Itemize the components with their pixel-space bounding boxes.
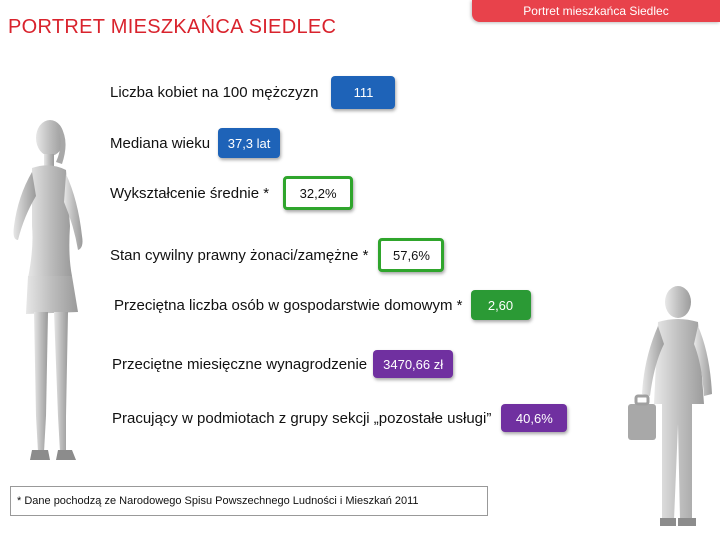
woman-silhouette-icon [4, 116, 108, 472]
stat-label: Wykształcenie średnie * [110, 184, 270, 202]
stat-row-married [110, 238, 444, 272]
footnote [10, 486, 488, 516]
page-title: PORTRET MIESZKAŃCA SIEDLEC [8, 16, 337, 38]
stat-label: Mediana wieku [110, 134, 211, 152]
corner-title: Portret mieszkańca Siedlec [523, 4, 669, 18]
stat-value-badge: 111 [331, 76, 395, 109]
stat-row-household-size [114, 290, 531, 320]
businessman-silhouette-icon [622, 284, 718, 530]
stat-value-badge: 2,60 [471, 290, 531, 320]
stat-label: Przeciętna liczba osób w gospodarstwie domowym * [114, 296, 463, 314]
stat-row-women-per-100-men [110, 76, 395, 109]
stat-value-badge: 40,6% [501, 404, 567, 432]
stat-row-average-salary [112, 350, 453, 378]
stat-label: Liczba kobiet na 100 mężczyzn [110, 84, 319, 101]
stat-value-badge: 32,2% [283, 176, 353, 210]
corner-title-tab [472, 0, 720, 22]
footnote-text: * Dane pochodzą ze Narodowego Spisu Powszechnego Ludności i Mieszkań 2011 [17, 495, 419, 507]
stat-row-median-age [110, 128, 280, 158]
stat-label: Przeciętne miesięczne wynagrodzenie [112, 355, 368, 373]
stat-label: Stan cywilny prawny żonaci/zamężne * [110, 246, 369, 264]
stat-row-secondary-education [110, 176, 353, 210]
stat-row-other-services-employment [112, 404, 567, 432]
stat-value-badge: 57,6% [378, 238, 444, 272]
stat-value-badge: 37,3 lat [218, 128, 280, 158]
stat-label: Pracujący w podmiotach z grupy sekcji „pozostałe usługi” [112, 409, 492, 427]
stat-value-badge: 3470,66 zł [373, 350, 453, 378]
